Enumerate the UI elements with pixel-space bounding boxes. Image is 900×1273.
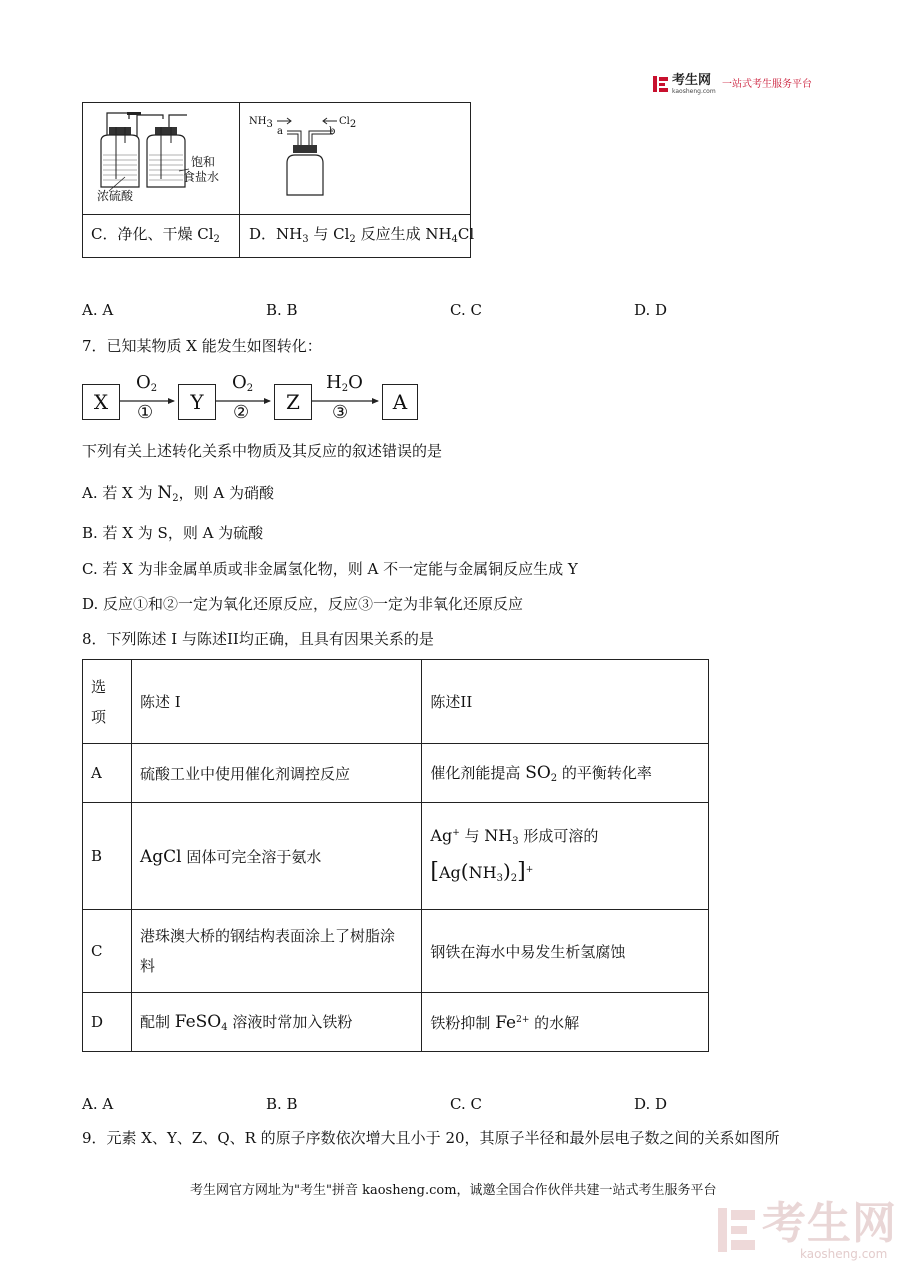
flow-reagent-o2-1: $O_2$ bbox=[136, 372, 158, 394]
q8-option-a[interactable]: A. A bbox=[82, 1095, 114, 1113]
q7-option-a[interactable]: A. 若 X 为 $N_2$，则 A 为硝酸 bbox=[82, 483, 274, 504]
q8-row-d-s2: 铁粉抑制 $Fe^{2+}$ 的水解 bbox=[422, 993, 709, 1052]
flow-reagent-o2-2: $O_2$ bbox=[232, 372, 254, 394]
q8-stem: 8．下列陈述 I 与陈述II均正确，且具有因果关系的是 bbox=[82, 630, 434, 648]
q9-stem: 9．元素 X、Y、Z、Q、R 的原子序数依次增大且小于 20，其原子半径和最外层电子数之间的关系如图所 bbox=[82, 1129, 780, 1147]
footer-text: 考生网官方网址为"考生"拼音 kaosheng.com，诚邀全国合作伙伴共建一站式考生服务平台 bbox=[190, 1183, 717, 1198]
q8-row-d bbox=[83, 993, 709, 1052]
label-a: a bbox=[277, 126, 283, 137]
q8-row-c-s1: 港珠澳大桥的钢结构表面涂上了树脂涂 料 bbox=[131, 910, 421, 993]
label-saturated: 饱和 bbox=[191, 155, 216, 169]
q7-stem: 7．已知某物质 X 能发生如图转化： bbox=[82, 337, 322, 355]
q6-cell-d: D．$NH_3$ 与 $Cl_2$ 反应生成 $NH_4Cl$ bbox=[249, 225, 475, 245]
q8-row-c-s2: 钢铁在海水中易发生析氢腐蚀 bbox=[422, 910, 709, 993]
watermark-url: kaosheng.com bbox=[800, 1247, 888, 1261]
q8-row-b-label: B bbox=[83, 803, 132, 910]
flow-step-1: ① bbox=[137, 402, 154, 423]
q8-row-d-label: D bbox=[83, 993, 132, 1052]
q8-row-a-s2: 催化剂能提高 $SO_2$ 的平衡转化率 bbox=[422, 744, 709, 803]
q8-row-a-label: A bbox=[83, 744, 132, 803]
q8-row-b-s2: Ag+ 与 $NH_3$ 形成可溶的 $[Ag(NH_3)_2]^+$ bbox=[422, 803, 709, 910]
q8-header-row bbox=[83, 660, 709, 744]
flow-box-a: A bbox=[382, 384, 418, 420]
q7-option-c[interactable]: C. 若 X 为非金属单质或非金属氢化物，则 A 不一定能与金属铜反应生成 Y bbox=[82, 560, 578, 578]
q8-row-c-label: C bbox=[83, 910, 132, 993]
watermark-logo-icon bbox=[716, 1206, 758, 1254]
header-logo bbox=[652, 74, 822, 96]
q8-row-b-s1: AgCl 固体可完全溶于氨水 bbox=[131, 803, 421, 910]
label-b: b bbox=[329, 126, 336, 137]
q7-option-b[interactable]: B. 若 X 为 S，则 A 为硫酸 bbox=[82, 524, 264, 542]
q7-question: 下列有关上述转化关系中物质及其反应的叙述错误的是 bbox=[82, 442, 443, 460]
flow-box-z: Z bbox=[274, 384, 312, 420]
kaosheng-logo-icon bbox=[652, 75, 670, 93]
logo-url: kaosheng.com bbox=[672, 88, 716, 95]
q8-row-b bbox=[83, 803, 709, 910]
flow-step-2: ② bbox=[233, 402, 250, 423]
watermark-text: 考生网 bbox=[762, 1198, 897, 1249]
q8-head-statement-2: 陈述II bbox=[422, 660, 709, 744]
q6-table bbox=[82, 102, 475, 258]
q8-row-c bbox=[83, 910, 709, 993]
q8-head-option: 选 项 bbox=[83, 660, 132, 744]
q7-option-d[interactable]: D. 反应①和②一定为氧化还原反应，反应③一定为非氧化还原反应 bbox=[82, 595, 524, 613]
q8-row-a bbox=[83, 744, 709, 803]
flow-step-3: ③ bbox=[332, 402, 349, 423]
label-salt-water: 食盐水 bbox=[183, 170, 220, 184]
q8-option-d[interactable]: D. D bbox=[634, 1095, 668, 1113]
complex-ion-formula: $[Ag(NH_3)_2]^+$ bbox=[430, 859, 534, 884]
q8-row-d-s1: 配制 FeSO$_4$ 溶液时常加入铁粉 bbox=[131, 993, 421, 1052]
q8-head-statement-1: 陈述 I bbox=[131, 660, 421, 744]
q8-option-b[interactable]: B. B bbox=[266, 1095, 298, 1113]
footer-watermark bbox=[716, 1198, 897, 1261]
q6-option-b[interactable]: B. B bbox=[266, 301, 298, 319]
logo-slogan: 一站式考生服务平台 bbox=[722, 79, 812, 90]
flow-reagent-h2o: $H_2O$ bbox=[326, 372, 363, 394]
label-concentrated-sulfuric-acid: 浓硫酸 bbox=[97, 189, 134, 203]
q8-row-a-s1: 硫酸工业中使用催化剂调控反应 bbox=[131, 744, 421, 803]
q7-flow-diagram bbox=[82, 372, 422, 422]
label-cl2: $Cl_2$ bbox=[339, 116, 357, 130]
q8-table bbox=[82, 659, 709, 1052]
q6-cell-c: C．净化、干燥 $Cl_2$ bbox=[91, 225, 220, 245]
q6-option-a[interactable]: A. A bbox=[82, 301, 114, 319]
flow-box-y: Y bbox=[178, 384, 216, 420]
q6-option-c[interactable]: C. C bbox=[450, 301, 482, 319]
q8-option-c[interactable]: C. C bbox=[450, 1095, 482, 1113]
q6-option-d[interactable]: D. D bbox=[634, 301, 668, 319]
label-nh3: $NH_3$ bbox=[249, 116, 273, 130]
logo-name: 考生网 bbox=[672, 73, 712, 88]
flow-box-x: X bbox=[82, 384, 120, 420]
